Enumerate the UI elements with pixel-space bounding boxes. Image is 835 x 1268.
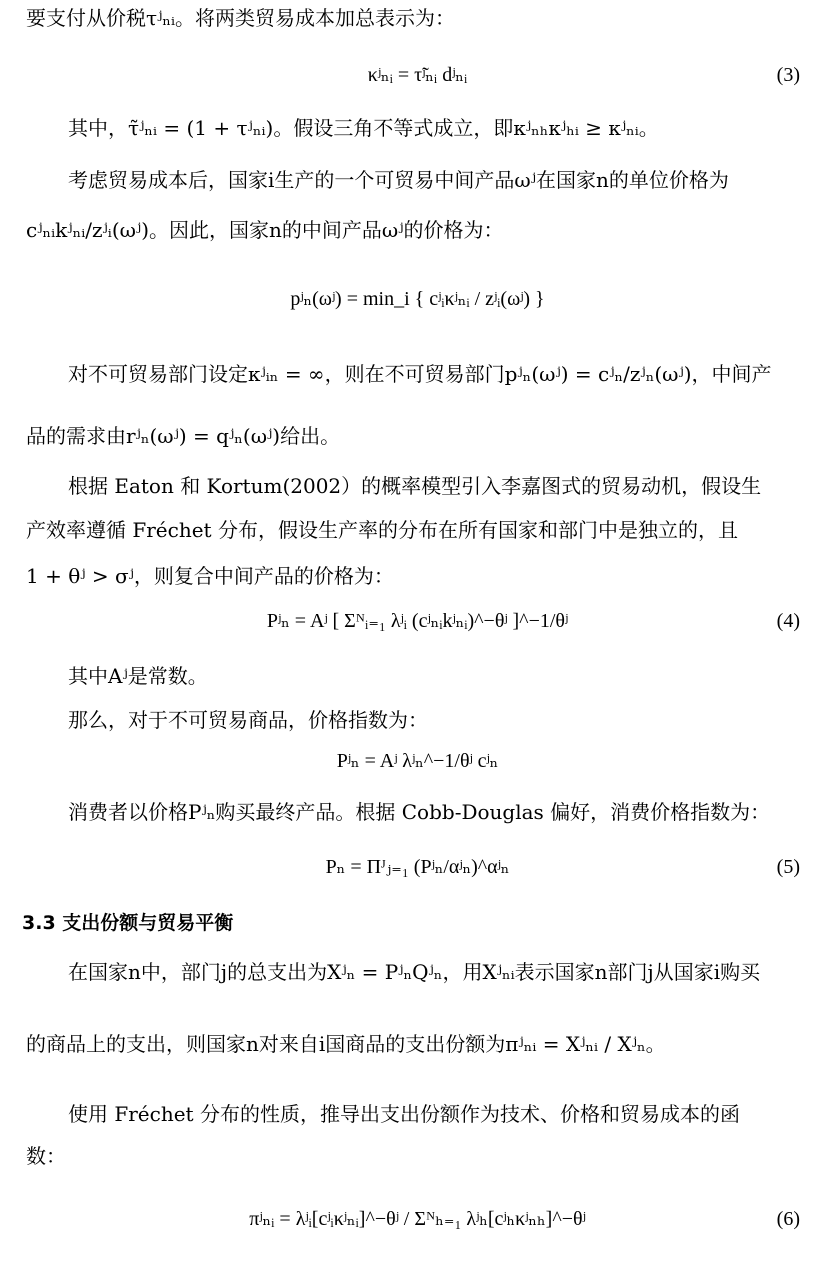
paragraph-line: 在国家n中，部门j的总支出为Xʲₙ = PʲₙQʲₙ，用Xʲₙᵢ表示国家n部门j从国家i购买 [68,960,761,984]
equation-nontradable: Pʲₙ = Aʲ λʲₙ^−1/θʲ cʲₙ [336,750,499,772]
equation-number: (6) [776,1208,800,1230]
equation-price: pʲₙ(ωʲ) = min_i { cʲᵢκʲₙᵢ / zʲᵢ(ωʲ) } [290,288,545,310]
paragraph-line: 使用 Fréchet 分布的性质，推导出支出份额作为技术、价格和贸易成本的函 [68,1102,740,1126]
equation-number: (4) [776,610,800,632]
paragraph-line: 对不可贸易部门设定κʲᵢₙ = ∞，则在不可贸易部门pʲₙ(ωʲ) = cʲₙ/zʲₙ(ωʲ)，中间产 [68,362,772,386]
paragraph-line: 品的需求由rʲₙ(ωʲ) = qʲₙ(ωʲ)给出。 [26,424,341,448]
equation-3: κʲₙᵢ = τ̃ʲₙᵢ dʲₙᵢ [367,64,468,86]
paragraph-line: 1 + θʲ > σʲ，则复合中间产品的价格为： [26,564,394,588]
paragraph-line: 产效率遵循 Fréchet 分布，假设生产率的分布在所有国家和部门中是独立的，且 [26,518,738,542]
equation-4: Pʲₙ = Aʲ [ Σᴺᵢ₌₁ λʲᵢ (cʲₙᵢkʲₙᵢ)^−θʲ ]^−1/θʲ [266,610,569,632]
paragraph-line: 数： [26,1144,66,1168]
equation-number: (5) [776,856,800,878]
paragraph-line: 其中，τ̃ʲₙᵢ = (1 + τʲₙᵢ)。假设三角不等式成立，即κʲₙₕκʲₕᵢ ≥ κʲₙᵢ。 [68,116,659,140]
paragraph-line: 那么，对于不可贸易商品，价格指数为： [68,708,428,732]
equation-6: πʲₙᵢ = λʲᵢ[cʲᵢκʲₙᵢ]^−θʲ / Σᴺₕ₌₁ λʲₕ[cʲₕκʲₙₕ]^−θʲ [249,1208,586,1230]
paragraph-line: 消费者以价格Pʲₙ购买最终产品。根据 Cobb-Douglas 偏好，消费价格指数为： [68,800,771,824]
paragraph-line: 其中Aʲ是常数。 [68,664,208,688]
paragraph-line: cʲₙᵢkʲₙᵢ/zʲᵢ(ωʲ)。因此，国家n的中间产品ωʲ的价格为： [26,218,504,242]
paragraph-line: 要支付从价税τʲₙᵢ。将两类贸易成本加总表示为： [26,6,456,30]
paragraph-line: 根据 Eaton 和 Kortum(2002）的概率模型引入李嘉图式的贸易动机，假设生 [68,474,762,498]
equation-number: (3) [776,64,800,86]
paragraph-line: 考虑贸易成本后，国家i生产的一个可贸易中间产品ωʲ在国家n的单位价格为 [68,168,729,192]
equation-5: Pₙ = Πᴶⱼ₌₁ (Pʲₙ/αʲₙ)^αʲₙ [325,856,510,878]
section-heading: 3.3 支出份额与贸易平衡 [22,912,234,934]
paragraph-line: 的商品上的支出，则国家n对来自i国商品的支出份额为πʲₙᵢ = Xʲₙᵢ / Xʲₙ。 [26,1032,666,1056]
